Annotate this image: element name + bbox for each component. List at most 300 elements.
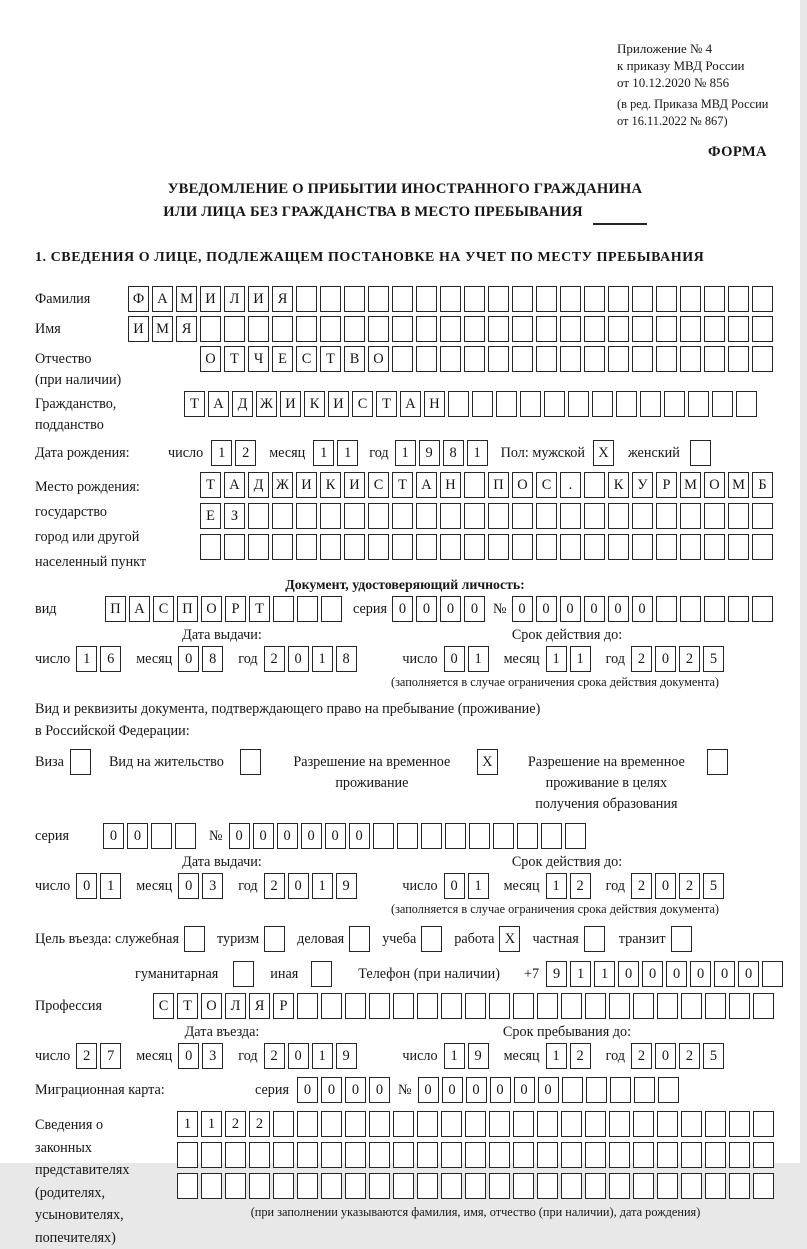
char-cell[interactable] — [752, 346, 773, 372]
char-cell[interactable]: 9 — [419, 440, 440, 466]
char-cell[interactable] — [681, 993, 702, 1019]
char-cell[interactable] — [151, 823, 172, 849]
char-cell[interactable]: И — [328, 391, 349, 417]
char-cell[interactable] — [345, 1111, 366, 1137]
char-cell[interactable]: Ф — [128, 286, 149, 312]
char-cell[interactable] — [610, 1077, 631, 1103]
char-cell[interactable]: 0 — [229, 823, 250, 849]
char-cell[interactable] — [736, 391, 757, 417]
char-cell[interactable] — [609, 1173, 630, 1199]
char-cell[interactable] — [680, 346, 701, 372]
char-cell[interactable] — [584, 534, 605, 560]
char-cell[interactable]: Я — [249, 993, 270, 1019]
char-cell[interactable] — [536, 534, 557, 560]
char-cell[interactable]: 1 — [76, 646, 97, 672]
char-cell[interactable] — [441, 993, 462, 1019]
char-cell[interactable]: 0 — [512, 596, 533, 622]
char-cell[interactable]: 1 — [468, 646, 489, 672]
char-cell[interactable]: Л — [225, 993, 246, 1019]
temp-residence-checkbox[interactable]: X — [477, 749, 498, 775]
char-cell[interactable]: 0 — [714, 961, 735, 987]
purpose-inaya-checkbox[interactable] — [311, 961, 332, 987]
char-cell[interactable] — [489, 993, 510, 1019]
char-cell[interactable]: 0 — [349, 823, 370, 849]
char-cell[interactable] — [297, 596, 318, 622]
char-cell[interactable] — [584, 316, 605, 342]
char-cell[interactable] — [297, 1173, 318, 1199]
char-cell[interactable] — [632, 534, 653, 560]
char-cell[interactable]: 0 — [297, 1077, 318, 1103]
char-cell[interactable] — [201, 1173, 222, 1199]
char-cell[interactable] — [513, 993, 534, 1019]
char-cell[interactable]: 8 — [336, 646, 357, 672]
char-cell[interactable]: С — [153, 596, 174, 622]
char-cell[interactable] — [417, 1142, 438, 1168]
char-cell[interactable] — [512, 534, 533, 560]
char-cell[interactable]: 0 — [416, 596, 437, 622]
char-cell[interactable] — [441, 1173, 462, 1199]
char-cell[interactable] — [465, 993, 486, 1019]
char-cell[interactable] — [632, 503, 653, 529]
char-cell[interactable] — [520, 391, 541, 417]
char-cell[interactable]: 1 — [312, 1043, 333, 1069]
char-cell[interactable]: 1 — [312, 873, 333, 899]
residence-permit-checkbox[interactable] — [240, 749, 261, 775]
char-cell[interactable]: 0 — [642, 961, 663, 987]
char-cell[interactable] — [464, 534, 485, 560]
char-cell[interactable] — [296, 316, 317, 342]
char-cell[interactable] — [417, 993, 438, 1019]
char-cell[interactable]: А — [129, 596, 150, 622]
char-cell[interactable] — [704, 596, 725, 622]
char-cell[interactable] — [488, 286, 509, 312]
char-cell[interactable]: 3 — [202, 1043, 223, 1069]
char-cell[interactable] — [368, 286, 389, 312]
char-cell[interactable]: 2 — [225, 1111, 246, 1137]
char-cell[interactable] — [752, 534, 773, 560]
char-cell[interactable] — [565, 823, 586, 849]
char-cell[interactable] — [584, 346, 605, 372]
char-cell[interactable] — [417, 1111, 438, 1137]
char-cell[interactable] — [657, 1142, 678, 1168]
char-cell[interactable]: 0 — [369, 1077, 390, 1103]
char-cell[interactable] — [392, 503, 413, 529]
char-cell[interactable] — [560, 346, 581, 372]
char-cell[interactable]: 1 — [546, 873, 567, 899]
char-cell[interactable]: Д — [232, 391, 253, 417]
char-cell[interactable] — [632, 286, 653, 312]
char-cell[interactable]: 0 — [178, 646, 199, 672]
char-cell[interactable] — [440, 534, 461, 560]
char-cell[interactable]: С — [536, 472, 557, 498]
char-cell[interactable]: А — [416, 472, 437, 498]
char-cell[interactable] — [753, 1173, 774, 1199]
char-cell[interactable]: П — [105, 596, 126, 622]
char-cell[interactable] — [392, 534, 413, 560]
char-cell[interactable]: 9 — [336, 873, 357, 899]
char-cell[interactable]: 2 — [679, 1043, 700, 1069]
char-cell[interactable] — [680, 596, 701, 622]
char-cell[interactable]: 5 — [703, 646, 724, 672]
char-cell[interactable] — [273, 1173, 294, 1199]
char-cell[interactable] — [373, 823, 394, 849]
char-cell[interactable]: И — [248, 286, 269, 312]
char-cell[interactable]: У — [632, 472, 653, 498]
temp-residence-edu-checkbox[interactable] — [707, 749, 728, 775]
char-cell[interactable] — [416, 346, 437, 372]
char-cell[interactable]: Т — [224, 346, 245, 372]
char-cell[interactable] — [632, 346, 653, 372]
char-cell[interactable] — [496, 391, 517, 417]
char-cell[interactable] — [392, 316, 413, 342]
char-cell[interactable]: 0 — [536, 596, 557, 622]
char-cell[interactable] — [440, 346, 461, 372]
char-cell[interactable]: О — [704, 472, 725, 498]
char-cell[interactable]: 0 — [444, 646, 465, 672]
char-cell[interactable]: 0 — [655, 873, 676, 899]
char-cell[interactable]: 2 — [570, 1043, 591, 1069]
char-cell[interactable]: Б — [752, 472, 773, 498]
char-cell[interactable] — [345, 1173, 366, 1199]
char-cell[interactable] — [560, 286, 581, 312]
char-cell[interactable]: О — [201, 596, 222, 622]
char-cell[interactable]: Д — [248, 472, 269, 498]
char-cell[interactable] — [225, 1142, 246, 1168]
char-cell[interactable] — [368, 534, 389, 560]
char-cell[interactable] — [537, 1173, 558, 1199]
char-cell[interactable] — [369, 1173, 390, 1199]
char-cell[interactable] — [296, 503, 317, 529]
char-cell[interactable] — [568, 391, 589, 417]
char-cell[interactable]: И — [344, 472, 365, 498]
char-cell[interactable] — [656, 534, 677, 560]
char-cell[interactable] — [465, 1142, 486, 1168]
char-cell[interactable]: 0 — [277, 823, 298, 849]
char-cell[interactable] — [369, 1111, 390, 1137]
char-cell[interactable] — [729, 1142, 750, 1168]
char-cell[interactable] — [321, 1173, 342, 1199]
char-cell[interactable] — [680, 286, 701, 312]
char-cell[interactable]: О — [512, 472, 533, 498]
char-cell[interactable]: 0 — [442, 1077, 463, 1103]
char-cell[interactable]: 0 — [490, 1077, 511, 1103]
char-cell[interactable]: П — [177, 596, 198, 622]
char-cell[interactable] — [729, 1173, 750, 1199]
char-cell[interactable] — [536, 503, 557, 529]
char-cell[interactable] — [544, 391, 565, 417]
char-cell[interactable] — [272, 503, 293, 529]
char-cell[interactable] — [584, 286, 605, 312]
char-cell[interactable] — [680, 503, 701, 529]
char-cell[interactable]: И — [200, 286, 221, 312]
char-cell[interactable] — [321, 596, 342, 622]
char-cell[interactable] — [177, 1173, 198, 1199]
char-cell[interactable]: 1 — [312, 646, 333, 672]
char-cell[interactable] — [512, 503, 533, 529]
char-cell[interactable]: О — [200, 346, 221, 372]
char-cell[interactable] — [369, 993, 390, 1019]
char-cell[interactable] — [536, 346, 557, 372]
char-cell[interactable]: 2 — [264, 873, 285, 899]
char-cell[interactable]: 0 — [444, 873, 465, 899]
char-cell[interactable] — [464, 286, 485, 312]
char-cell[interactable]: 7 — [100, 1043, 121, 1069]
char-cell[interactable] — [297, 1111, 318, 1137]
char-cell[interactable] — [512, 346, 533, 372]
char-cell[interactable] — [560, 534, 581, 560]
char-cell[interactable]: С — [368, 472, 389, 498]
char-cell[interactable] — [608, 346, 629, 372]
char-cell[interactable] — [368, 503, 389, 529]
char-cell[interactable]: 1 — [313, 440, 334, 466]
char-cell[interactable]: Ж — [272, 472, 293, 498]
char-cell[interactable]: С — [352, 391, 373, 417]
char-cell[interactable] — [344, 286, 365, 312]
char-cell[interactable] — [369, 1142, 390, 1168]
char-cell[interactable]: Ж — [256, 391, 277, 417]
char-cell[interactable] — [585, 1173, 606, 1199]
char-cell[interactable] — [489, 1111, 510, 1137]
char-cell[interactable]: М — [176, 286, 197, 312]
char-cell[interactable] — [608, 316, 629, 342]
char-cell[interactable] — [321, 1142, 342, 1168]
char-cell[interactable] — [493, 823, 514, 849]
char-cell[interactable] — [489, 1142, 510, 1168]
char-cell[interactable] — [296, 534, 317, 560]
char-cell[interactable]: 0 — [301, 823, 322, 849]
char-cell[interactable]: Я — [272, 286, 293, 312]
char-cell[interactable] — [320, 286, 341, 312]
char-cell[interactable]: Ч — [248, 346, 269, 372]
char-cell[interactable] — [729, 993, 750, 1019]
char-cell[interactable] — [464, 503, 485, 529]
char-cell[interactable]: . — [560, 472, 581, 498]
char-cell[interactable] — [393, 993, 414, 1019]
char-cell[interactable] — [345, 993, 366, 1019]
char-cell[interactable]: Т — [320, 346, 341, 372]
char-cell[interactable] — [664, 391, 685, 417]
char-cell[interactable]: 1 — [594, 961, 615, 987]
char-cell[interactable] — [729, 1111, 750, 1137]
char-cell[interactable]: Е — [272, 346, 293, 372]
char-cell[interactable] — [728, 316, 749, 342]
char-cell[interactable] — [489, 1173, 510, 1199]
purpose-rabota-checkbox[interactable]: X — [499, 926, 520, 952]
char-cell[interactable]: 0 — [618, 961, 639, 987]
char-cell[interactable] — [469, 823, 490, 849]
char-cell[interactable] — [633, 1142, 654, 1168]
char-cell[interactable]: 0 — [560, 596, 581, 622]
char-cell[interactable]: И — [128, 316, 149, 342]
char-cell[interactable] — [728, 346, 749, 372]
char-cell[interactable] — [585, 993, 606, 1019]
char-cell[interactable]: В — [344, 346, 365, 372]
char-cell[interactable] — [705, 1173, 726, 1199]
char-cell[interactable] — [609, 1142, 630, 1168]
char-cell[interactable]: Н — [440, 472, 461, 498]
char-cell[interactable] — [488, 534, 509, 560]
char-cell[interactable]: 0 — [608, 596, 629, 622]
char-cell[interactable]: М — [680, 472, 701, 498]
char-cell[interactable] — [440, 503, 461, 529]
char-cell[interactable]: А — [400, 391, 421, 417]
char-cell[interactable]: П — [488, 472, 509, 498]
char-cell[interactable]: Я — [176, 316, 197, 342]
char-cell[interactable] — [608, 534, 629, 560]
char-cell[interactable] — [585, 1142, 606, 1168]
char-cell[interactable]: С — [296, 346, 317, 372]
char-cell[interactable]: Н — [424, 391, 445, 417]
char-cell[interactable] — [465, 1111, 486, 1137]
char-cell[interactable] — [560, 503, 581, 529]
char-cell[interactable] — [177, 1142, 198, 1168]
char-cell[interactable] — [633, 1173, 654, 1199]
char-cell[interactable]: 1 — [546, 1043, 567, 1069]
char-cell[interactable]: Т — [177, 993, 198, 1019]
char-cell[interactable] — [225, 1173, 246, 1199]
purpose-turizm-checkbox[interactable] — [264, 926, 285, 952]
char-cell[interactable]: К — [608, 472, 629, 498]
char-cell[interactable] — [704, 534, 725, 560]
char-cell[interactable] — [513, 1142, 534, 1168]
char-cell[interactable]: 2 — [264, 1043, 285, 1069]
char-cell[interactable]: К — [304, 391, 325, 417]
char-cell[interactable]: 2 — [264, 646, 285, 672]
char-cell[interactable] — [704, 346, 725, 372]
char-cell[interactable] — [513, 1111, 534, 1137]
char-cell[interactable] — [640, 391, 661, 417]
char-cell[interactable] — [416, 316, 437, 342]
char-cell[interactable] — [248, 316, 269, 342]
char-cell[interactable] — [441, 1142, 462, 1168]
char-cell[interactable]: 1 — [570, 961, 591, 987]
char-cell[interactable] — [537, 1142, 558, 1168]
char-cell[interactable] — [609, 1111, 630, 1137]
char-cell[interactable]: К — [320, 472, 341, 498]
char-cell[interactable] — [633, 1111, 654, 1137]
char-cell[interactable] — [488, 346, 509, 372]
char-cell[interactable]: 1 — [467, 440, 488, 466]
char-cell[interactable]: Т — [392, 472, 413, 498]
char-cell[interactable] — [272, 534, 293, 560]
char-cell[interactable] — [541, 823, 562, 849]
char-cell[interactable] — [488, 316, 509, 342]
char-cell[interactable]: 0 — [690, 961, 711, 987]
char-cell[interactable] — [321, 1111, 342, 1137]
char-cell[interactable]: М — [728, 472, 749, 498]
char-cell[interactable] — [633, 993, 654, 1019]
char-cell[interactable] — [753, 1142, 774, 1168]
char-cell[interactable] — [608, 286, 629, 312]
char-cell[interactable]: 0 — [440, 596, 461, 622]
char-cell[interactable] — [656, 346, 677, 372]
char-cell[interactable] — [656, 596, 677, 622]
char-cell[interactable] — [392, 286, 413, 312]
char-cell[interactable] — [704, 316, 725, 342]
char-cell[interactable] — [416, 503, 437, 529]
char-cell[interactable]: 0 — [345, 1077, 366, 1103]
char-cell[interactable]: 1 — [468, 873, 489, 899]
char-cell[interactable]: 0 — [466, 1077, 487, 1103]
char-cell[interactable]: И — [280, 391, 301, 417]
char-cell[interactable] — [248, 534, 269, 560]
char-cell[interactable]: 1 — [444, 1043, 465, 1069]
char-cell[interactable] — [224, 316, 245, 342]
char-cell[interactable]: 8 — [202, 646, 223, 672]
char-cell[interactable] — [273, 1142, 294, 1168]
char-cell[interactable]: 1 — [100, 873, 121, 899]
char-cell[interactable] — [368, 316, 389, 342]
char-cell[interactable] — [472, 391, 493, 417]
char-cell[interactable]: 0 — [178, 873, 199, 899]
char-cell[interactable]: 0 — [538, 1077, 559, 1103]
char-cell[interactable] — [752, 503, 773, 529]
char-cell[interactable]: З — [224, 503, 245, 529]
char-cell[interactable]: 6 — [100, 646, 121, 672]
char-cell[interactable] — [320, 503, 341, 529]
char-cell[interactable] — [561, 1111, 582, 1137]
char-cell[interactable] — [393, 1111, 414, 1137]
char-cell[interactable]: Т — [249, 596, 270, 622]
char-cell[interactable] — [728, 286, 749, 312]
char-cell[interactable] — [608, 503, 629, 529]
char-cell[interactable]: 0 — [127, 823, 148, 849]
char-cell[interactable]: 0 — [738, 961, 759, 987]
char-cell[interactable]: М — [152, 316, 173, 342]
char-cell[interactable]: 2 — [679, 873, 700, 899]
char-cell[interactable]: Л — [224, 286, 245, 312]
char-cell[interactable] — [344, 316, 365, 342]
char-cell[interactable] — [712, 391, 733, 417]
char-cell[interactable] — [616, 391, 637, 417]
char-cell[interactable] — [680, 316, 701, 342]
char-cell[interactable] — [705, 1142, 726, 1168]
char-cell[interactable] — [397, 823, 418, 849]
char-cell[interactable] — [273, 596, 294, 622]
char-cell[interactable]: Р — [225, 596, 246, 622]
char-cell[interactable] — [536, 316, 557, 342]
char-cell[interactable]: 2 — [570, 873, 591, 899]
char-cell[interactable] — [586, 1077, 607, 1103]
char-cell[interactable] — [752, 316, 773, 342]
char-cell[interactable]: 2 — [235, 440, 256, 466]
char-cell[interactable] — [657, 1111, 678, 1137]
char-cell[interactable]: 0 — [321, 1077, 342, 1103]
char-cell[interactable] — [249, 1142, 270, 1168]
char-cell[interactable] — [416, 534, 437, 560]
char-cell[interactable]: 2 — [631, 1043, 652, 1069]
char-cell[interactable] — [320, 534, 341, 560]
char-cell[interactable]: А — [208, 391, 229, 417]
char-cell[interactable] — [344, 503, 365, 529]
char-cell[interactable] — [537, 993, 558, 1019]
char-cell[interactable]: О — [201, 993, 222, 1019]
visa-checkbox[interactable] — [70, 749, 91, 775]
char-cell[interactable] — [512, 286, 533, 312]
char-cell[interactable] — [560, 316, 581, 342]
char-cell[interactable]: Р — [656, 472, 677, 498]
char-cell[interactable]: 9 — [546, 961, 567, 987]
char-cell[interactable]: 1 — [177, 1111, 198, 1137]
char-cell[interactable] — [656, 316, 677, 342]
char-cell[interactable] — [248, 503, 269, 529]
char-cell[interactable] — [561, 1142, 582, 1168]
char-cell[interactable]: 0 — [288, 1043, 309, 1069]
char-cell[interactable] — [609, 993, 630, 1019]
char-cell[interactable]: 5 — [703, 1043, 724, 1069]
char-cell[interactable] — [584, 472, 605, 498]
char-cell[interactable] — [680, 534, 701, 560]
